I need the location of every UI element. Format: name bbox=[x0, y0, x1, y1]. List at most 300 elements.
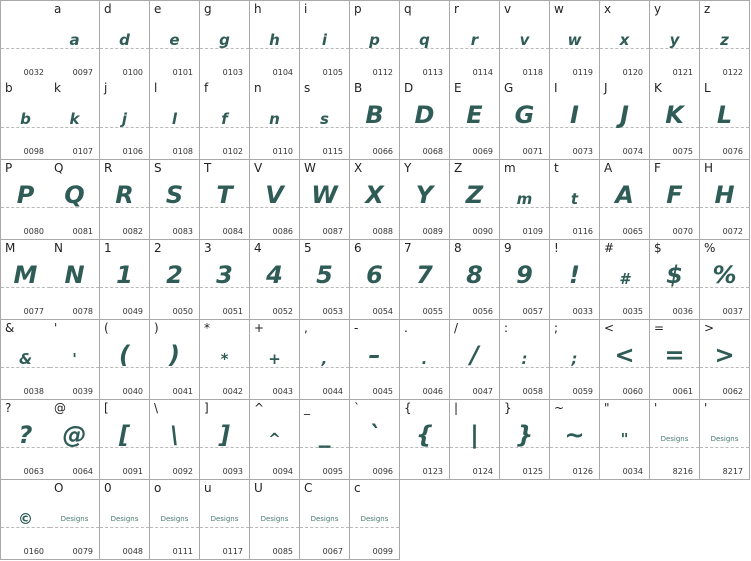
glyph-code: 0056 bbox=[472, 307, 493, 316]
glyph-cell bbox=[0, 80, 51, 160]
glyph-sample: r bbox=[470, 31, 479, 49]
baseline-guide bbox=[1, 48, 50, 49]
glyph-label: a bbox=[54, 2, 62, 16]
glyph-code: 0077 bbox=[23, 307, 44, 316]
glyph-sample: Y bbox=[415, 181, 434, 209]
glyph-label: 9 bbox=[504, 241, 512, 255]
glyph-cell bbox=[700, 160, 750, 240]
glyph-label: * bbox=[204, 321, 210, 335]
glyph-sample: : bbox=[521, 350, 528, 368]
glyph-cell bbox=[500, 400, 550, 480]
glyph-cell bbox=[0, 320, 51, 400]
glyph-cell bbox=[600, 240, 650, 320]
glyph-label: z bbox=[704, 2, 711, 16]
glyph-sample: = bbox=[664, 341, 685, 369]
glyph-sample: } bbox=[515, 421, 534, 449]
glyph-sample: Z bbox=[465, 181, 484, 209]
glyph-sample: z bbox=[720, 31, 729, 49]
glyph-label: r bbox=[454, 2, 459, 16]
glyph-code: 0055 bbox=[422, 307, 443, 316]
glyph-sample: w bbox=[567, 31, 582, 49]
glyph-label: 5 bbox=[304, 241, 312, 255]
glyph-cell bbox=[100, 80, 150, 160]
glyph-cell bbox=[350, 400, 400, 480]
glyph-sample: h bbox=[269, 31, 280, 49]
glyph-sample: M bbox=[13, 261, 38, 289]
glyph-code: 8217 bbox=[722, 467, 743, 476]
glyph-code: 0110 bbox=[272, 147, 293, 156]
glyph-sample: x bbox=[619, 31, 630, 49]
glyph-label: - bbox=[354, 321, 359, 335]
glyph-code: 0121 bbox=[672, 68, 693, 77]
glyph-sample: ^ bbox=[268, 430, 281, 448]
glyph-code: 0086 bbox=[272, 227, 293, 236]
glyph-code: 0100 bbox=[122, 68, 143, 77]
glyph-code: 0105 bbox=[322, 68, 343, 77]
glyph-sample: + bbox=[268, 350, 281, 368]
glyph-cell bbox=[550, 160, 600, 240]
glyph-label: H bbox=[704, 161, 714, 175]
glyph-sample: { bbox=[415, 421, 434, 449]
glyph-label: / bbox=[454, 321, 459, 335]
glyph-sample: , bbox=[321, 350, 328, 368]
glyph-label: k bbox=[54, 81, 61, 95]
glyph-label: ~ bbox=[554, 401, 565, 415]
glyph-cell bbox=[350, 320, 400, 400]
glyph-code: 0037 bbox=[722, 307, 743, 316]
glyph-code: 0088 bbox=[372, 227, 393, 236]
glyph-cell bbox=[650, 0, 700, 81]
glyph-code: 0067 bbox=[322, 547, 343, 556]
glyph-cell bbox=[300, 0, 350, 81]
glyph-cell bbox=[550, 320, 600, 400]
glyph-cell bbox=[350, 240, 400, 320]
glyph-cell bbox=[350, 160, 400, 240]
glyph-sample: Designs bbox=[260, 515, 289, 523]
glyph-cell bbox=[600, 320, 650, 400]
glyph-sample: F bbox=[666, 181, 683, 209]
glyph-code: 0039 bbox=[72, 387, 93, 396]
glyph-label: + bbox=[254, 321, 265, 335]
glyph-label: @ bbox=[54, 401, 66, 415]
glyph-sample: / bbox=[470, 341, 479, 369]
glyph-label: E bbox=[454, 81, 462, 95]
glyph-cell bbox=[0, 240, 51, 320]
glyph-cell bbox=[300, 480, 350, 560]
baseline-guide bbox=[150, 527, 199, 528]
glyph-code: 0092 bbox=[172, 467, 193, 476]
glyph-sample: Designs bbox=[710, 435, 739, 443]
glyph-label: Z bbox=[454, 161, 463, 175]
glyph-label: U bbox=[254, 481, 263, 495]
glyph-sample: Designs bbox=[60, 515, 89, 523]
glyph-cell bbox=[700, 320, 750, 400]
glyph-label: . bbox=[404, 321, 408, 335]
glyph-label: 1 bbox=[104, 241, 112, 255]
glyph-label: i bbox=[304, 2, 308, 16]
glyph-cell bbox=[300, 160, 350, 240]
glyph-cell bbox=[150, 320, 200, 400]
glyph-label: A bbox=[604, 161, 613, 175]
glyph-code: 0114 bbox=[472, 68, 493, 77]
glyph-cell bbox=[0, 480, 51, 560]
glyph-code: 0050 bbox=[172, 307, 193, 316]
glyph-label: d bbox=[104, 2, 112, 16]
glyph-cell bbox=[550, 240, 600, 320]
glyph-code: 0087 bbox=[322, 227, 343, 236]
glyph-cell bbox=[350, 80, 400, 160]
glyph-cell bbox=[450, 400, 500, 480]
glyph-sample: B bbox=[365, 101, 384, 129]
glyph-cell bbox=[50, 80, 100, 160]
glyph-label: " bbox=[604, 401, 610, 415]
glyph-cell bbox=[200, 80, 250, 160]
glyph-cell bbox=[150, 240, 200, 320]
glyph-label: { bbox=[404, 401, 412, 415]
glyph-sample: Designs bbox=[310, 515, 339, 523]
glyph-cell bbox=[0, 400, 51, 480]
glyph-label: C bbox=[304, 481, 313, 495]
glyph-cell bbox=[600, 400, 650, 480]
glyph-cell bbox=[250, 0, 300, 81]
glyph-code: 0160 bbox=[23, 547, 44, 556]
glyph-sample: b bbox=[20, 110, 31, 128]
glyph-sample: | bbox=[470, 421, 479, 449]
glyph-sample: ( bbox=[119, 341, 130, 369]
glyph-sample: p bbox=[369, 31, 380, 49]
baseline-guide bbox=[100, 527, 149, 528]
glyph-cell bbox=[500, 80, 550, 160]
glyph-cell bbox=[150, 160, 200, 240]
glyph-cell bbox=[450, 0, 500, 81]
glyph-sample: Q bbox=[64, 181, 85, 209]
glyph-code: 0112 bbox=[372, 68, 393, 77]
glyph-code: 0085 bbox=[272, 547, 293, 556]
glyph-sample: ; bbox=[571, 350, 578, 368]
glyph-code: 0078 bbox=[72, 307, 93, 316]
glyph-sample: I bbox=[570, 101, 579, 129]
glyph-code: 0108 bbox=[172, 147, 193, 156]
glyph-label: e bbox=[154, 2, 162, 16]
glyph-sample: 1 bbox=[116, 261, 133, 289]
glyph-code: 0083 bbox=[172, 227, 193, 236]
glyph-cell bbox=[250, 480, 300, 560]
glyph-code: 0072 bbox=[722, 227, 743, 236]
glyph-code: 0084 bbox=[222, 227, 243, 236]
glyph-label: j bbox=[104, 81, 108, 95]
glyph-label: ' bbox=[704, 401, 708, 415]
glyph-cell bbox=[200, 400, 250, 480]
glyph-label: n bbox=[254, 81, 262, 95]
glyph-cell bbox=[400, 160, 450, 240]
glyph-code: 0079 bbox=[72, 547, 93, 556]
glyph-code: 0090 bbox=[472, 227, 493, 236]
glyph-cell bbox=[250, 240, 300, 320]
glyph-cell bbox=[700, 240, 750, 320]
glyph-code: 0036 bbox=[672, 307, 693, 316]
baseline-guide bbox=[650, 447, 699, 448]
glyph-sample: L bbox=[716, 101, 733, 129]
glyph-label: ( bbox=[104, 321, 109, 335]
glyph-sample: v bbox=[519, 31, 530, 49]
baseline-guide bbox=[50, 527, 99, 528]
glyph-label: ! bbox=[554, 241, 559, 255]
baseline-guide bbox=[250, 527, 299, 528]
glyph-label: B bbox=[354, 81, 363, 95]
glyph-cell bbox=[250, 80, 300, 160]
glyph-code: 0046 bbox=[422, 387, 443, 396]
glyph-label: O bbox=[54, 481, 64, 495]
glyph-label: P bbox=[5, 161, 13, 175]
glyph-label: ` bbox=[354, 401, 360, 415]
glyph-cell bbox=[550, 80, 600, 160]
glyph-code: 0074 bbox=[622, 147, 643, 156]
glyph-code: 0125 bbox=[522, 467, 543, 476]
glyph-code: 0126 bbox=[572, 467, 593, 476]
glyph-sample: 4 bbox=[266, 261, 283, 289]
glyph-sample: Designs bbox=[160, 515, 189, 523]
glyph-cell bbox=[100, 240, 150, 320]
glyph-code: 0104 bbox=[272, 68, 293, 77]
glyph-label: J bbox=[604, 81, 608, 95]
glyph-label: s bbox=[304, 81, 311, 95]
glyph-label: % bbox=[704, 241, 716, 255]
glyph-cell bbox=[500, 240, 550, 320]
glyph-label: w bbox=[554, 2, 564, 16]
glyph-sample: V bbox=[265, 181, 284, 209]
glyph-code: 0118 bbox=[522, 68, 543, 77]
baseline-guide bbox=[350, 527, 399, 528]
glyph-label: # bbox=[604, 241, 615, 255]
glyph-sample: . bbox=[421, 350, 428, 368]
glyph-code: 0091 bbox=[122, 467, 143, 476]
glyph-sample: s bbox=[320, 110, 329, 128]
glyph-cell bbox=[700, 80, 750, 160]
glyph-cell bbox=[400, 400, 450, 480]
glyph-sample: ) bbox=[169, 341, 180, 369]
glyph-cell bbox=[500, 0, 550, 81]
glyph-cell bbox=[200, 320, 250, 400]
glyph-label: q bbox=[404, 2, 412, 16]
glyph-code: 0061 bbox=[672, 387, 693, 396]
glyph-sample: 7 bbox=[416, 261, 433, 289]
glyph-cell bbox=[400, 240, 450, 320]
glyph-label: M bbox=[5, 241, 16, 255]
glyph-sample: ` bbox=[368, 421, 381, 449]
glyph-cell bbox=[350, 480, 400, 560]
glyph-sample: l bbox=[171, 110, 178, 128]
glyph-code: 0064 bbox=[72, 467, 93, 476]
glyph-sample: Designs bbox=[660, 435, 689, 443]
glyph-cell bbox=[50, 400, 100, 480]
glyph-sample: m bbox=[516, 190, 533, 208]
glyph-cell bbox=[250, 320, 300, 400]
glyph-sample: © bbox=[18, 510, 33, 528]
glyph-cell bbox=[300, 80, 350, 160]
glyph-cell bbox=[150, 0, 200, 81]
glyph-sample: f bbox=[221, 110, 228, 128]
glyph-label: S bbox=[154, 161, 162, 175]
glyph-code: 0059 bbox=[572, 387, 593, 396]
glyph-sample: K bbox=[665, 101, 684, 129]
glyph-sample: E bbox=[466, 101, 483, 129]
glyph-sample: " bbox=[620, 430, 629, 448]
glyph-cell bbox=[400, 0, 450, 81]
glyph-code: 0034 bbox=[622, 467, 643, 476]
glyph-label: ' bbox=[54, 321, 58, 335]
glyph-sample: y bbox=[669, 31, 680, 49]
glyph-cell bbox=[500, 320, 550, 400]
glyph-sample: & bbox=[18, 350, 33, 368]
glyph-code: 0094 bbox=[272, 467, 293, 476]
glyph-sample: A bbox=[615, 181, 634, 209]
glyph-label: K bbox=[654, 81, 662, 95]
glyph-sample: H bbox=[714, 181, 735, 209]
baseline-guide bbox=[200, 527, 249, 528]
glyph-label: o bbox=[154, 481, 162, 495]
glyph-label: X bbox=[354, 161, 363, 175]
glyph-code: 0057 bbox=[522, 307, 543, 316]
glyph-sample: j bbox=[121, 110, 128, 128]
glyph-sample: [ bbox=[119, 421, 130, 449]
glyph-code: 0081 bbox=[72, 227, 93, 236]
glyph-code: 0041 bbox=[172, 387, 193, 396]
glyph-sample: @ bbox=[62, 421, 87, 449]
glyph-sample: t bbox=[570, 190, 579, 208]
glyph-label: L bbox=[704, 81, 711, 95]
glyph-label: Y bbox=[404, 161, 412, 175]
glyph-label: 6 bbox=[354, 241, 362, 255]
glyph-code: 0060 bbox=[622, 387, 643, 396]
glyph-cell bbox=[150, 80, 200, 160]
glyph-label: | bbox=[454, 401, 459, 415]
glyph-sample: > bbox=[714, 341, 735, 369]
glyph-label: N bbox=[54, 241, 63, 255]
glyph-code: 0068 bbox=[422, 147, 443, 156]
glyph-cell bbox=[0, 160, 51, 240]
glyph-cell bbox=[50, 240, 100, 320]
glyph-code: 0038 bbox=[23, 387, 44, 396]
glyph-sample: ' bbox=[72, 350, 77, 368]
glyph-code: 0097 bbox=[72, 68, 93, 77]
glyph-sample: 6 bbox=[366, 261, 383, 289]
glyph-sample: 3 bbox=[216, 261, 233, 289]
glyph-label: D bbox=[404, 81, 414, 95]
glyph-code: 0113 bbox=[422, 68, 443, 77]
glyph-code: 0096 bbox=[372, 467, 393, 476]
glyph-code: 0033 bbox=[572, 307, 593, 316]
glyph-sample: < bbox=[614, 341, 635, 369]
glyph-cell bbox=[100, 480, 150, 560]
glyph-cell bbox=[150, 400, 200, 480]
glyph-sample: P bbox=[16, 181, 35, 209]
glyph-code: 0052 bbox=[272, 307, 293, 316]
glyph-sample: i bbox=[321, 31, 328, 49]
glyph-sample: – bbox=[368, 341, 381, 369]
glyph-code: 0063 bbox=[23, 467, 44, 476]
glyph-cell bbox=[50, 320, 100, 400]
glyph-sample: 9 bbox=[516, 261, 533, 289]
glyph-label: h bbox=[254, 2, 262, 16]
glyph-code: 0053 bbox=[322, 307, 343, 316]
glyph-code: 0044 bbox=[322, 387, 343, 396]
glyph-code: 0080 bbox=[23, 227, 44, 236]
glyph-label: ? bbox=[5, 401, 12, 415]
glyph-cell bbox=[250, 160, 300, 240]
glyph-code: 0075 bbox=[672, 147, 693, 156]
glyph-sample: \ bbox=[170, 421, 179, 449]
glyph-cell bbox=[100, 400, 150, 480]
glyph-label: ] bbox=[204, 401, 209, 415]
glyph-sample: 2 bbox=[166, 261, 183, 289]
glyph-sample: Designs bbox=[210, 515, 239, 523]
glyph-code: 0093 bbox=[222, 467, 243, 476]
glyph-code: 0073 bbox=[572, 147, 593, 156]
glyph-sample: X bbox=[365, 181, 384, 209]
glyph-code: 0116 bbox=[572, 227, 593, 236]
glyph-cell bbox=[100, 320, 150, 400]
glyph-label: v bbox=[504, 2, 512, 16]
glyph-code: 0119 bbox=[572, 68, 593, 77]
glyph-sample: T bbox=[216, 181, 233, 209]
glyph-label: ^ bbox=[254, 401, 265, 415]
glyph-code: 8216 bbox=[672, 467, 693, 476]
glyph-code: 0115 bbox=[322, 147, 343, 156]
glyph-cell bbox=[300, 240, 350, 320]
glyph-code: 0106 bbox=[122, 147, 143, 156]
glyph-label: _ bbox=[304, 401, 310, 415]
glyph-sample: n bbox=[269, 110, 280, 128]
baseline-guide bbox=[700, 447, 749, 448]
glyph-code: 0040 bbox=[122, 387, 143, 396]
glyph-cell bbox=[100, 160, 150, 240]
glyph-label: x bbox=[604, 2, 612, 16]
glyph-label: F bbox=[654, 161, 661, 175]
glyph-cell bbox=[250, 400, 300, 480]
glyph-label: I bbox=[554, 81, 558, 95]
glyph-sample: k bbox=[69, 110, 80, 128]
glyph-code: 0043 bbox=[272, 387, 293, 396]
glyph-label: p bbox=[354, 2, 362, 16]
glyph-code: 0070 bbox=[672, 227, 693, 236]
glyph-sample: D bbox=[414, 101, 435, 129]
glyph-code: 0058 bbox=[522, 387, 543, 396]
glyph-code: 0124 bbox=[472, 467, 493, 476]
glyph-cell bbox=[350, 0, 400, 81]
glyph-cell bbox=[200, 240, 250, 320]
glyph-sample: Designs bbox=[110, 515, 139, 523]
glyph-cell bbox=[550, 400, 600, 480]
glyph-label: G bbox=[504, 81, 514, 95]
glyph-cell bbox=[200, 0, 250, 81]
glyph-label: $ bbox=[654, 241, 662, 255]
glyph-label: Q bbox=[54, 161, 64, 175]
glyph-cell bbox=[300, 400, 350, 480]
glyph-label: u bbox=[204, 481, 212, 495]
glyph-label: > bbox=[704, 321, 715, 335]
glyph-code: 0048 bbox=[122, 547, 143, 556]
glyph-label: , bbox=[304, 321, 308, 335]
glyph-sample: ] bbox=[219, 421, 230, 449]
glyph-code: 0066 bbox=[372, 147, 393, 156]
glyph-label: ) bbox=[154, 321, 159, 335]
glyph-cell bbox=[100, 0, 150, 81]
glyph-code: 0101 bbox=[172, 68, 193, 77]
glyph-sample: ? bbox=[18, 421, 33, 449]
glyph-code: 0095 bbox=[322, 467, 343, 476]
glyph-sample: Designs bbox=[360, 515, 389, 523]
glyph-code: 0103 bbox=[222, 68, 243, 77]
